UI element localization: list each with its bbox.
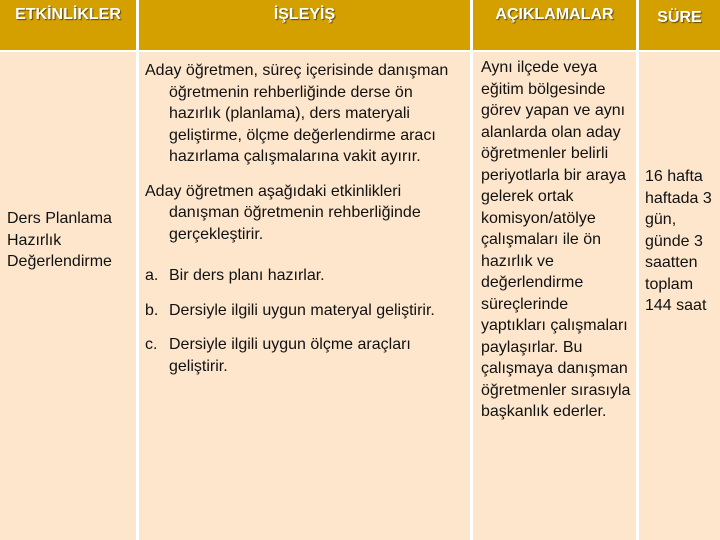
list-item-text: Bir ders planı hazırlar. xyxy=(169,267,325,284)
process-item-list xyxy=(145,265,467,377)
list-item-marker: c. xyxy=(145,336,158,353)
list-item xyxy=(145,265,467,287)
list-item-text: Dersiyle ilgili uygun ölçme araçları geliştirir. xyxy=(169,336,411,375)
duration-text: 16 hafta haftada 3 gün, günde 3 saatten toplam 144 saat xyxy=(645,168,712,314)
process-paragraph-1: Aday öğretmen, süreç içerisinde danışman öğretmenin rehberliğinde derse ön hazırlık (planlama), ders materyali geliştirme, ölçme değerlendirme aracı hazırlama çalışmalarına vakit ayırır. xyxy=(145,62,449,165)
process-cell xyxy=(139,52,470,540)
header-activities-label: ETKİNLİKLER xyxy=(15,6,121,23)
list-item-marker: b. xyxy=(145,301,159,319)
explanation-cell xyxy=(473,52,636,540)
list-item-marker: a. xyxy=(145,267,159,284)
explanation-text: Aynı ilçede veya eğitim bölgesinde görev yapan ve aynı alanlarda olan aday öğretmenler belirli periyotlarla bir araya gelerek ortak komisyon/atölye çalışmaları ile ön hazırlık ve değerlendirme süreçlerinde yaptıkları çalışmaları paylaşırlar. Bu çalışmaya danışman öğretmenler sırasıyla başkanlık ederler. xyxy=(481,59,631,420)
list-item xyxy=(145,334,467,377)
header-process-label: İŞLEYİŞ xyxy=(273,6,336,23)
header-duration xyxy=(639,0,720,50)
process-content xyxy=(145,60,467,390)
activities-cell xyxy=(0,52,136,540)
header-explanations-label: AÇIKLAMALAR xyxy=(495,6,614,23)
header-duration-label: SÜRE xyxy=(657,9,702,26)
header-process xyxy=(139,0,470,50)
header-activities xyxy=(0,0,136,50)
process-paragraph-2: Aday öğretmen aşağıdaki etkinlikleri danışman öğretmenin rehberliğinde gerçekleştirir. xyxy=(145,182,421,243)
header-explanations xyxy=(473,0,636,50)
list-item-text: Dersiyle ilgili uygun materyal geliştirir. xyxy=(169,301,435,319)
duration-cell xyxy=(639,52,720,540)
activities-text: Ders Planlama Hazırlık Değerlendirme xyxy=(7,210,112,270)
list-item xyxy=(145,300,467,322)
